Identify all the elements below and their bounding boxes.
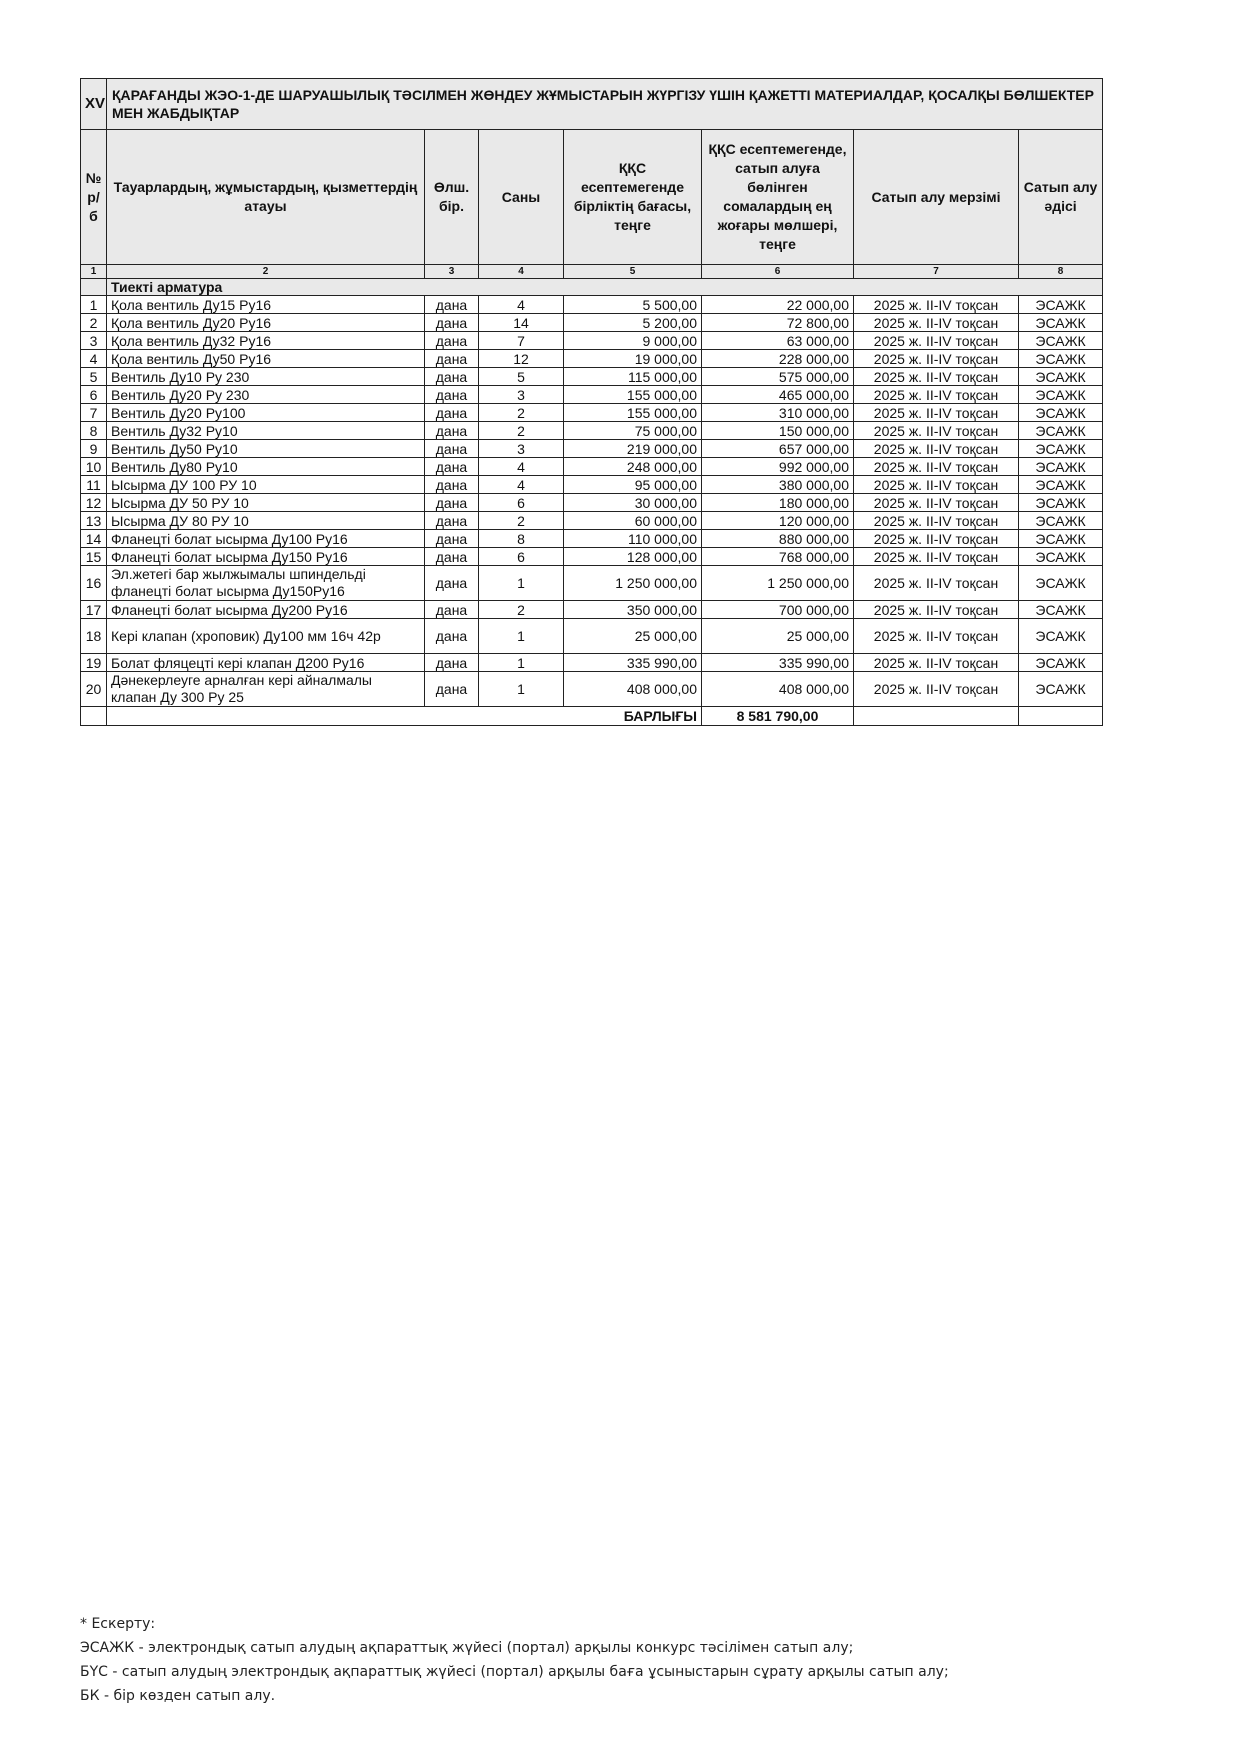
column-header-row xyxy=(81,130,1103,265)
item-price: 5 200,00 xyxy=(564,314,702,332)
col-header-no: № р/б xyxy=(81,130,107,265)
item-qty: 7 xyxy=(479,332,564,350)
item-method: ЭСАЖК xyxy=(1019,512,1103,530)
item-qty: 4 xyxy=(479,458,564,476)
item-method: ЭСАЖК xyxy=(1019,386,1103,404)
row-number: 20 xyxy=(81,672,107,707)
col-number: 6 xyxy=(702,265,854,279)
item-period: 2025 ж. II-IV тоқсан xyxy=(854,566,1019,601)
item-qty: 6 xyxy=(479,548,564,566)
item-unit: дана xyxy=(425,296,479,314)
item-price: 95 000,00 xyxy=(564,476,702,494)
col-header-method: Сатып алу әдісі xyxy=(1019,130,1103,265)
item-method: ЭСАЖК xyxy=(1019,530,1103,548)
row-number: 15 xyxy=(81,548,107,566)
item-period: 2025 ж. II-IV тоқсан xyxy=(854,404,1019,422)
item-amount: 72 800,00 xyxy=(702,314,854,332)
row-number: 5 xyxy=(81,368,107,386)
item-period: 2025 ж. II-IV тоқсан xyxy=(854,422,1019,440)
item-amount: 22 000,00 xyxy=(702,296,854,314)
table-row xyxy=(81,494,1103,512)
table-row xyxy=(81,368,1103,386)
table-row xyxy=(81,654,1103,672)
item-name: Вентиль Ду50 Ру10 xyxy=(107,440,425,458)
item-qty: 12 xyxy=(479,350,564,368)
item-price: 219 000,00 xyxy=(564,440,702,458)
col-header-price: ҚҚС есептемегенде бірліктің бағасы, теңге xyxy=(564,130,702,265)
item-period: 2025 ж. II-IV тоқсан xyxy=(854,386,1019,404)
row-number: 11 xyxy=(81,476,107,494)
item-amount: 992 000,00 xyxy=(702,458,854,476)
row-number: 12 xyxy=(81,494,107,512)
table-row xyxy=(81,566,1103,601)
item-method: ЭСАЖК xyxy=(1019,332,1103,350)
item-name: Кері клапан (хроповик) Ду100 мм 16ч 42р xyxy=(107,619,425,654)
col-header-name: Тауарлардың, жұмыстардың, қызметтердің атауы xyxy=(107,130,425,265)
item-method: ЭСАЖК xyxy=(1019,619,1103,654)
item-qty: 2 xyxy=(479,422,564,440)
table-row xyxy=(81,512,1103,530)
table-row xyxy=(81,601,1103,619)
table-row xyxy=(81,314,1103,332)
item-price: 60 000,00 xyxy=(564,512,702,530)
item-period: 2025 ж. II-IV тоқсан xyxy=(854,296,1019,314)
item-method: ЭСАЖК xyxy=(1019,422,1103,440)
col-header-qty: Саны xyxy=(479,130,564,265)
item-price: 30 000,00 xyxy=(564,494,702,512)
item-price: 25 000,00 xyxy=(564,619,702,654)
row-number: 18 xyxy=(81,619,107,654)
item-amount: 1 250 000,00 xyxy=(702,566,854,601)
item-price: 115 000,00 xyxy=(564,368,702,386)
item-unit: дана xyxy=(425,530,479,548)
row-number: 17 xyxy=(81,601,107,619)
item-unit: дана xyxy=(425,476,479,494)
row-number: 7 xyxy=(81,404,107,422)
item-amount: 880 000,00 xyxy=(702,530,854,548)
item-name: Фланецті болат ысырма Ду200 Ру16 xyxy=(107,601,425,619)
col-number: 2 xyxy=(107,265,425,279)
item-qty: 5 xyxy=(479,368,564,386)
footnote-line: БҮС - сатып алудың электрондық ақпараттық жүйесі (портал) арқылы баға ұсыныстарын сұрату арқылы сатып алу; xyxy=(80,1664,949,1680)
item-unit: дана xyxy=(425,368,479,386)
item-name: Ысырма ДУ 100 РУ 10 xyxy=(107,476,425,494)
item-unit: дана xyxy=(425,619,479,654)
item-rows xyxy=(81,296,1103,707)
item-qty: 3 xyxy=(479,386,564,404)
item-price: 19 000,00 xyxy=(564,350,702,368)
item-period: 2025 ж. II-IV тоқсан xyxy=(854,314,1019,332)
item-qty: 2 xyxy=(479,601,564,619)
col-number: 5 xyxy=(564,265,702,279)
item-unit: дана xyxy=(425,672,479,707)
item-period: 2025 ж. II-IV тоқсан xyxy=(854,494,1019,512)
item-qty: 14 xyxy=(479,314,564,332)
item-name: Ысырма ДУ 50 РУ 10 xyxy=(107,494,425,512)
row-number: 13 xyxy=(81,512,107,530)
item-unit: дана xyxy=(425,548,479,566)
col-header-unit: Өлш. бір. xyxy=(425,130,479,265)
item-method: ЭСАЖК xyxy=(1019,458,1103,476)
item-period: 2025 ж. II-IV тоқсан xyxy=(854,672,1019,707)
row-number: 14 xyxy=(81,530,107,548)
item-name: Қола вентиль Ду50 Ру16 xyxy=(107,350,425,368)
table-row xyxy=(81,404,1103,422)
col-header-amount: ҚҚС есептемегенде, сатып алуға бөлінген сомалардың ең жоғары мөлшері, теңге xyxy=(702,130,854,265)
item-amount: 380 000,00 xyxy=(702,476,854,494)
item-method: ЭСАЖК xyxy=(1019,296,1103,314)
procurement-sheet xyxy=(80,78,1102,726)
item-name: Қола вентиль Ду20 Ру16 xyxy=(107,314,425,332)
row-number: 6 xyxy=(81,386,107,404)
item-period: 2025 ж. II-IV тоқсан xyxy=(854,548,1019,566)
total-row xyxy=(81,707,1103,726)
table-row xyxy=(81,672,1103,707)
item-price: 75 000,00 xyxy=(564,422,702,440)
item-method: ЭСАЖК xyxy=(1019,440,1103,458)
item-period: 2025 ж. II-IV тоқсан xyxy=(854,530,1019,548)
item-amount: 63 000,00 xyxy=(702,332,854,350)
row-number: 1 xyxy=(81,296,107,314)
item-price: 155 000,00 xyxy=(564,404,702,422)
item-amount: 180 000,00 xyxy=(702,494,854,512)
col-number: 8 xyxy=(1019,265,1103,279)
item-unit: дана xyxy=(425,350,479,368)
item-name: Вентиль Ду80 Ру10 xyxy=(107,458,425,476)
item-price: 155 000,00 xyxy=(564,386,702,404)
col-number: 1 xyxy=(81,265,107,279)
item-period: 2025 ж. II-IV тоқсан xyxy=(854,458,1019,476)
item-method: ЭСАЖК xyxy=(1019,404,1103,422)
footnotes xyxy=(80,1612,949,1708)
row-number: 16 xyxy=(81,566,107,601)
row-number: 4 xyxy=(81,350,107,368)
col-header-period: Сатып алу мерзімі xyxy=(854,130,1019,265)
item-period: 2025 ж. II-IV тоқсан xyxy=(854,440,1019,458)
item-unit: дана xyxy=(425,512,479,530)
item-period: 2025 ж. II-IV тоқсан xyxy=(854,601,1019,619)
item-amount: 408 000,00 xyxy=(702,672,854,707)
item-unit: дана xyxy=(425,332,479,350)
table-row xyxy=(81,458,1103,476)
item-price: 350 000,00 xyxy=(564,601,702,619)
item-name: Ысырма ДУ 80 РУ 10 xyxy=(107,512,425,530)
item-qty: 1 xyxy=(479,619,564,654)
item-unit: дана xyxy=(425,601,479,619)
item-name: Қола вентиль Ду15 Ру16 xyxy=(107,296,425,314)
item-qty: 1 xyxy=(479,672,564,707)
item-name: Вентиль Ду20 Ру100 xyxy=(107,404,425,422)
item-amount: 768 000,00 xyxy=(702,548,854,566)
row-number: 3 xyxy=(81,332,107,350)
table-row xyxy=(81,548,1103,566)
section-number: XV xyxy=(81,79,107,130)
table-row xyxy=(81,476,1103,494)
item-unit: дана xyxy=(425,404,479,422)
item-name: Фланецті болат ысырма Ду150 Ру16 xyxy=(107,548,425,566)
item-method: ЭСАЖК xyxy=(1019,654,1103,672)
section-title: ҚАРАҒАНДЫ ЖЭО-1-ДЕ ШАРУАШЫЛЫҚ ТӘСІЛМЕН ЖӨНДЕУ ЖҰМЫСТАРЫН ЖҮРГІЗУ ҮШІН ҚАЖЕТТІ МАТЕРИАЛДАР, ҚОСАЛҚЫ БӨЛШЕКТЕР МЕН ЖАБДЫҚТАР xyxy=(107,79,1103,130)
item-amount: 335 990,00 xyxy=(702,654,854,672)
item-period: 2025 ж. II-IV тоқсан xyxy=(854,512,1019,530)
total-amount: 8 581 790,00 xyxy=(702,707,854,726)
item-price: 110 000,00 xyxy=(564,530,702,548)
table-row xyxy=(81,422,1103,440)
item-qty: 4 xyxy=(479,296,564,314)
row-number: 2 xyxy=(81,314,107,332)
item-qty: 2 xyxy=(479,404,564,422)
item-amount: 25 000,00 xyxy=(702,619,854,654)
col-number: 7 xyxy=(854,265,1019,279)
col-number: 4 xyxy=(479,265,564,279)
item-unit: дана xyxy=(425,386,479,404)
item-qty: 8 xyxy=(479,530,564,548)
item-name: Фланецті болат ысырма Ду100 Ру16 xyxy=(107,530,425,548)
footnote-title: * Ескерту: xyxy=(80,1616,156,1632)
item-unit: дана xyxy=(425,440,479,458)
item-method: ЭСАЖК xyxy=(1019,566,1103,601)
item-amount: 150 000,00 xyxy=(702,422,854,440)
item-amount: 228 000,00 xyxy=(702,350,854,368)
item-name: Дәнекерлеуге арналған кері айналмалы клапан Ду 300 Ру 25 xyxy=(107,672,425,707)
item-price: 128 000,00 xyxy=(564,548,702,566)
item-amount: 120 000,00 xyxy=(702,512,854,530)
table-row xyxy=(81,440,1103,458)
section-header-row xyxy=(81,79,1103,130)
item-amount: 575 000,00 xyxy=(702,368,854,386)
total-label: БАРЛЫҒЫ xyxy=(107,707,702,726)
item-period: 2025 ж. II-IV тоқсан xyxy=(854,350,1019,368)
item-method: ЭСАЖК xyxy=(1019,494,1103,512)
item-price: 408 000,00 xyxy=(564,672,702,707)
item-qty: 4 xyxy=(479,476,564,494)
item-price: 248 000,00 xyxy=(564,458,702,476)
item-qty: 3 xyxy=(479,440,564,458)
item-period: 2025 ж. II-IV тоқсан xyxy=(854,332,1019,350)
item-name: Болат фляцецті кері клапан Д200 Ру16 xyxy=(107,654,425,672)
item-unit: дана xyxy=(425,458,479,476)
item-unit: дана xyxy=(425,422,479,440)
row-number: 19 xyxy=(81,654,107,672)
item-period: 2025 ж. II-IV тоқсан xyxy=(854,654,1019,672)
item-method: ЭСАЖК xyxy=(1019,350,1103,368)
item-price: 5 500,00 xyxy=(564,296,702,314)
item-price: 335 990,00 xyxy=(564,654,702,672)
table-row xyxy=(81,350,1103,368)
procurement-table xyxy=(80,78,1103,726)
item-qty: 6 xyxy=(479,494,564,512)
item-period: 2025 ж. II-IV тоқсан xyxy=(854,476,1019,494)
table-row xyxy=(81,296,1103,314)
item-qty: 2 xyxy=(479,512,564,530)
item-amount: 657 000,00 xyxy=(702,440,854,458)
footnote-line: ЭСАЖК - электрондық сатып алудың ақпараттық жүйесі (портал) арқылы конкурс тәсілімен сатып алу; xyxy=(80,1640,854,1656)
item-amount: 465 000,00 xyxy=(702,386,854,404)
item-method: ЭСАЖК xyxy=(1019,314,1103,332)
item-name: Вентиль Ду32 Ру10 xyxy=(107,422,425,440)
group-row xyxy=(81,279,1103,296)
row-number: 10 xyxy=(81,458,107,476)
item-method: ЭСАЖК xyxy=(1019,368,1103,386)
col-number: 3 xyxy=(425,265,479,279)
row-number: 8 xyxy=(81,422,107,440)
item-qty: 1 xyxy=(479,566,564,601)
item-name: Вентиль Ду10 Ру 230 xyxy=(107,368,425,386)
item-price: 9 000,00 xyxy=(564,332,702,350)
item-amount: 700 000,00 xyxy=(702,601,854,619)
item-name: Вентиль Ду20 Ру 230 xyxy=(107,386,425,404)
item-method: ЭСАЖК xyxy=(1019,672,1103,707)
table-row xyxy=(81,386,1103,404)
item-method: ЭСАЖК xyxy=(1019,601,1103,619)
group-title: Тиекті арматура xyxy=(107,279,1103,296)
item-unit: дана xyxy=(425,314,479,332)
item-period: 2025 ж. II-IV тоқсан xyxy=(854,619,1019,654)
item-method: ЭСАЖК xyxy=(1019,476,1103,494)
item-amount: 310 000,00 xyxy=(702,404,854,422)
item-method: ЭСАЖК xyxy=(1019,548,1103,566)
item-name: Қола вентиль Ду32 Ру16 xyxy=(107,332,425,350)
item-qty: 1 xyxy=(479,654,564,672)
table-row xyxy=(81,619,1103,654)
item-period: 2025 ж. II-IV тоқсан xyxy=(854,368,1019,386)
table-row xyxy=(81,530,1103,548)
table-row xyxy=(81,332,1103,350)
item-name: Эл.жетегі бар жылжымалы шпиндельді фланецті болат ысырма Ду150Ру16 xyxy=(107,566,425,601)
item-price: 1 250 000,00 xyxy=(564,566,702,601)
column-number-row xyxy=(81,265,1103,279)
item-unit: дана xyxy=(425,494,479,512)
item-unit: дана xyxy=(425,566,479,601)
row-number: 9 xyxy=(81,440,107,458)
footnote-line: БК - бір көзден сатып алу. xyxy=(80,1688,276,1704)
item-unit: дана xyxy=(425,654,479,672)
